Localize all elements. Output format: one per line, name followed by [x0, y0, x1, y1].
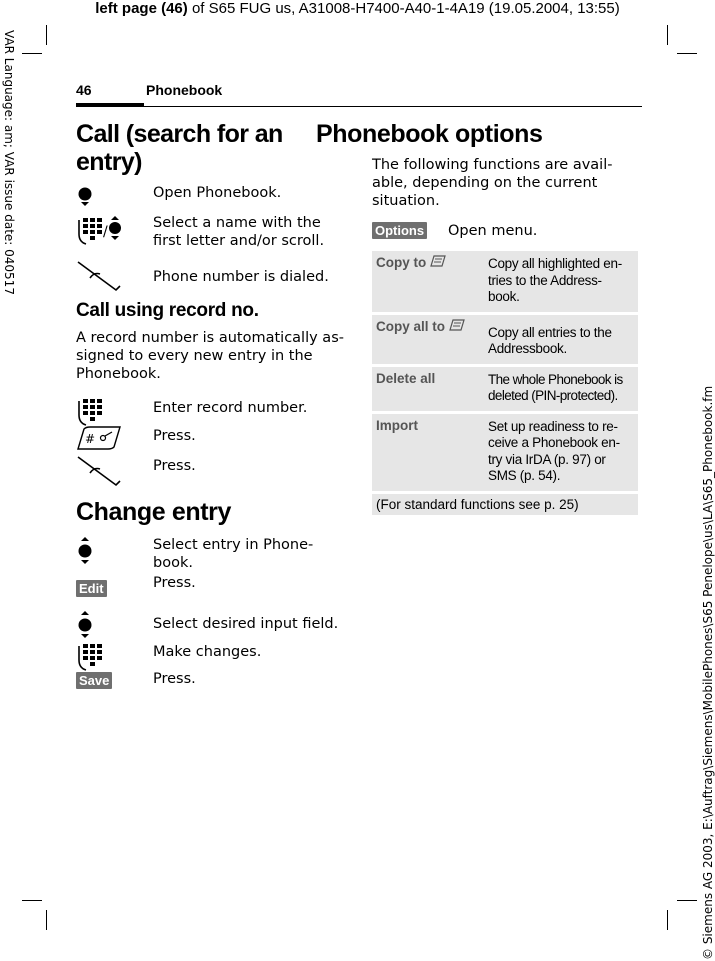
step-press-call	[76, 455, 344, 485]
standard-functions-note: (For standard functions see p. 25)	[372, 494, 638, 515]
header-rule	[76, 106, 642, 107]
step-text: Make changes.	[153, 644, 262, 660]
options-intro: The following functions are avail-able, depending on the current situation.	[372, 157, 613, 209]
svg-text:/: /	[103, 224, 108, 240]
crop-mark	[677, 53, 697, 54]
option-key: Copy to	[372, 251, 482, 312]
step-open-menu	[372, 220, 640, 244]
keypad-icon	[76, 640, 153, 664]
step-text: Open Phonebook.	[153, 185, 282, 201]
step-press-save	[76, 670, 344, 694]
crop-mark	[677, 900, 697, 901]
crop-mark	[46, 25, 47, 45]
side-note-left-text: VAR Language: am; VAR issue date: 040517	[2, 30, 16, 295]
options-softkey	[372, 220, 448, 244]
heading-change-entry: Change entry	[76, 498, 231, 526]
nav-key-updown-icon	[76, 610, 153, 634]
step-text: Press.	[153, 575, 196, 591]
crop-mark	[22, 53, 42, 54]
step-text: Press.	[153, 428, 196, 444]
print-header-regular: of S65 FUG us, A31008-H7400-A40-1-4A19 (19.05.2004, 13:55)	[187, 0, 620, 17]
option-key: Copy all to	[372, 315, 482, 364]
page-section-title: Phonebook	[146, 82, 223, 98]
crop-mark	[667, 910, 668, 930]
options-softkey-label: Options	[372, 222, 427, 239]
addressbook-icon	[430, 255, 446, 267]
step-text: Select entry in Phone-book.	[153, 537, 314, 571]
crop-mark	[667, 25, 668, 45]
crop-mark	[22, 900, 42, 901]
addressbook-icon	[449, 319, 465, 331]
crop-mark	[46, 910, 47, 930]
option-desc: The whole Phonebook is deleted (PIN-protected).	[482, 367, 638, 411]
step-open-phonebook	[76, 184, 344, 208]
step-text: Press.	[153, 458, 196, 474]
table-row	[372, 414, 638, 491]
page-number: 46	[76, 82, 92, 98]
keypad-icon	[76, 395, 153, 419]
table-row	[372, 315, 638, 364]
step-text: Select a name with the first letter and/or scroll.	[153, 215, 325, 249]
step-text: Select desired input field.	[153, 616, 339, 632]
step-select-entry	[76, 536, 344, 572]
heading-phonebook-options: Phonebook options	[316, 120, 543, 148]
right-column	[316, 120, 640, 518]
step-text: Press.	[153, 671, 196, 687]
step-make-changes	[76, 640, 344, 664]
step-select-name	[76, 214, 344, 250]
option-key: Import	[372, 414, 482, 491]
heading-call-search: Call (search for an entry)	[76, 120, 283, 176]
svg-text:#: #	[85, 432, 96, 446]
print-header	[0, 0, 715, 18]
side-note-left	[1, 30, 17, 330]
step-text: Open menu.	[448, 223, 538, 239]
step-dial	[76, 260, 344, 288]
record-intro: A record number is automatically as-signed to every new entry in the Phonebook.	[76, 330, 344, 382]
heading-call-record: Call using record no.	[76, 300, 259, 321]
call-key-icon	[76, 260, 153, 288]
hash-key-icon	[76, 425, 153, 449]
left-column	[76, 120, 344, 694]
options-table	[372, 248, 638, 518]
step-press-edit	[76, 575, 344, 602]
side-note-right	[699, 350, 715, 960]
table-row	[372, 494, 638, 515]
step-press-hash	[76, 425, 344, 449]
option-key: Delete all	[372, 367, 482, 411]
print-header-bold: left page (46)	[95, 0, 188, 17]
option-desc: Copy all highlighted en-tries to the Address-book.	[482, 251, 638, 312]
save-softkey	[76, 670, 153, 694]
keypad-nav-icon	[76, 214, 153, 238]
edit-softkey	[76, 578, 153, 602]
table-row	[372, 251, 638, 312]
nav-key-updown-icon	[76, 536, 153, 560]
step-text: Enter record number.	[153, 400, 308, 416]
call-key-icon	[76, 455, 153, 485]
table-row	[372, 367, 638, 411]
save-softkey-label: Save	[76, 672, 112, 689]
step-text: Phone number is dialed.	[153, 269, 329, 285]
nav-key-down-icon	[76, 184, 153, 208]
step-enter-record	[76, 395, 344, 419]
step-select-field	[76, 610, 344, 634]
option-desc: Set up readiness to re-ceive a Phonebook en-try via IrDA (p. 97) or SMS (p. 54).	[482, 414, 638, 491]
option-desc: Copy all entries to the Addressbook.	[482, 315, 638, 364]
side-note-right-text: © Siemens AG 2003, E:\Auftrag\Siemens\MobilePhones\S65 Penelope\us\LA\S65_Phonebook.fm	[701, 385, 715, 960]
edit-softkey-label: Edit	[76, 580, 107, 597]
